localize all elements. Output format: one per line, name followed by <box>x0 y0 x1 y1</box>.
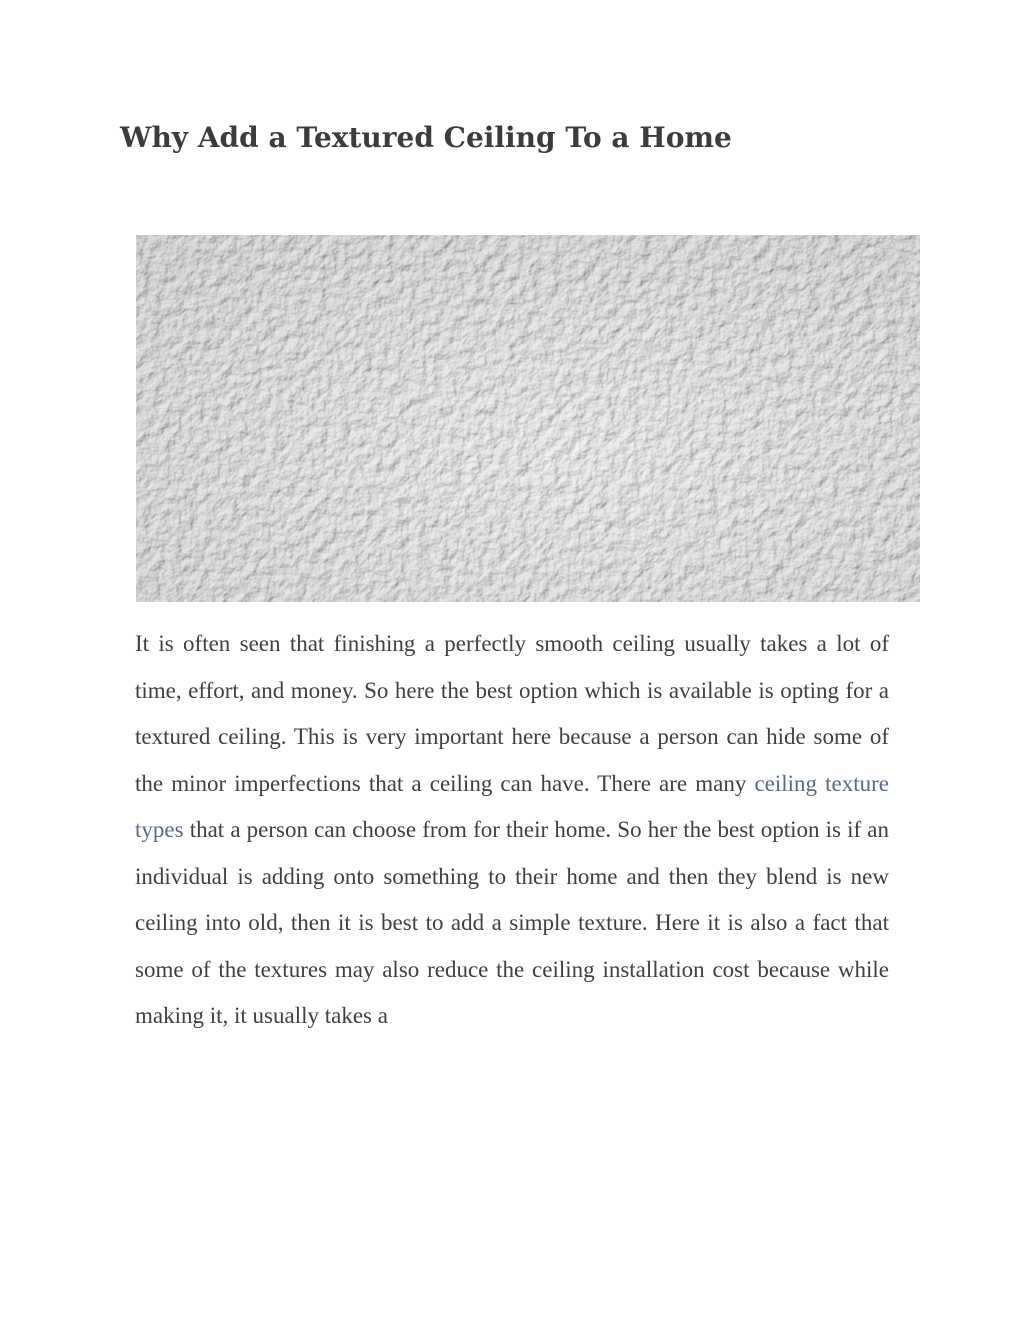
ceiling-texture-types-link[interactable]: ceiling texture types <box>135 770 889 842</box>
textured-ceiling-image <box>136 235 920 602</box>
paragraph-text-start: It is often seen that finishing a perfectly smooth ceiling usually takes a lot of time, effort, and money. So here the best option which is available is opting for a textured ceiling. This is very important here because a person can hide some of the minor imperfections that a ceiling can have. There are many <box>135 631 889 796</box>
paragraph-text-end: that a person can choose from for their home. So her the best option is if an individual is adding onto something to their home and then they blend is new ceiling into old, then it is best to add a simple texture. Here it is also a fact that some of the textures may also reduce the ceiling installation cost because while making it, it usually takes a <box>135 817 889 1028</box>
article-paragraph <box>135 621 889 1040</box>
page-title: Why Add a Textured Ceiling To a Home <box>120 121 732 154</box>
